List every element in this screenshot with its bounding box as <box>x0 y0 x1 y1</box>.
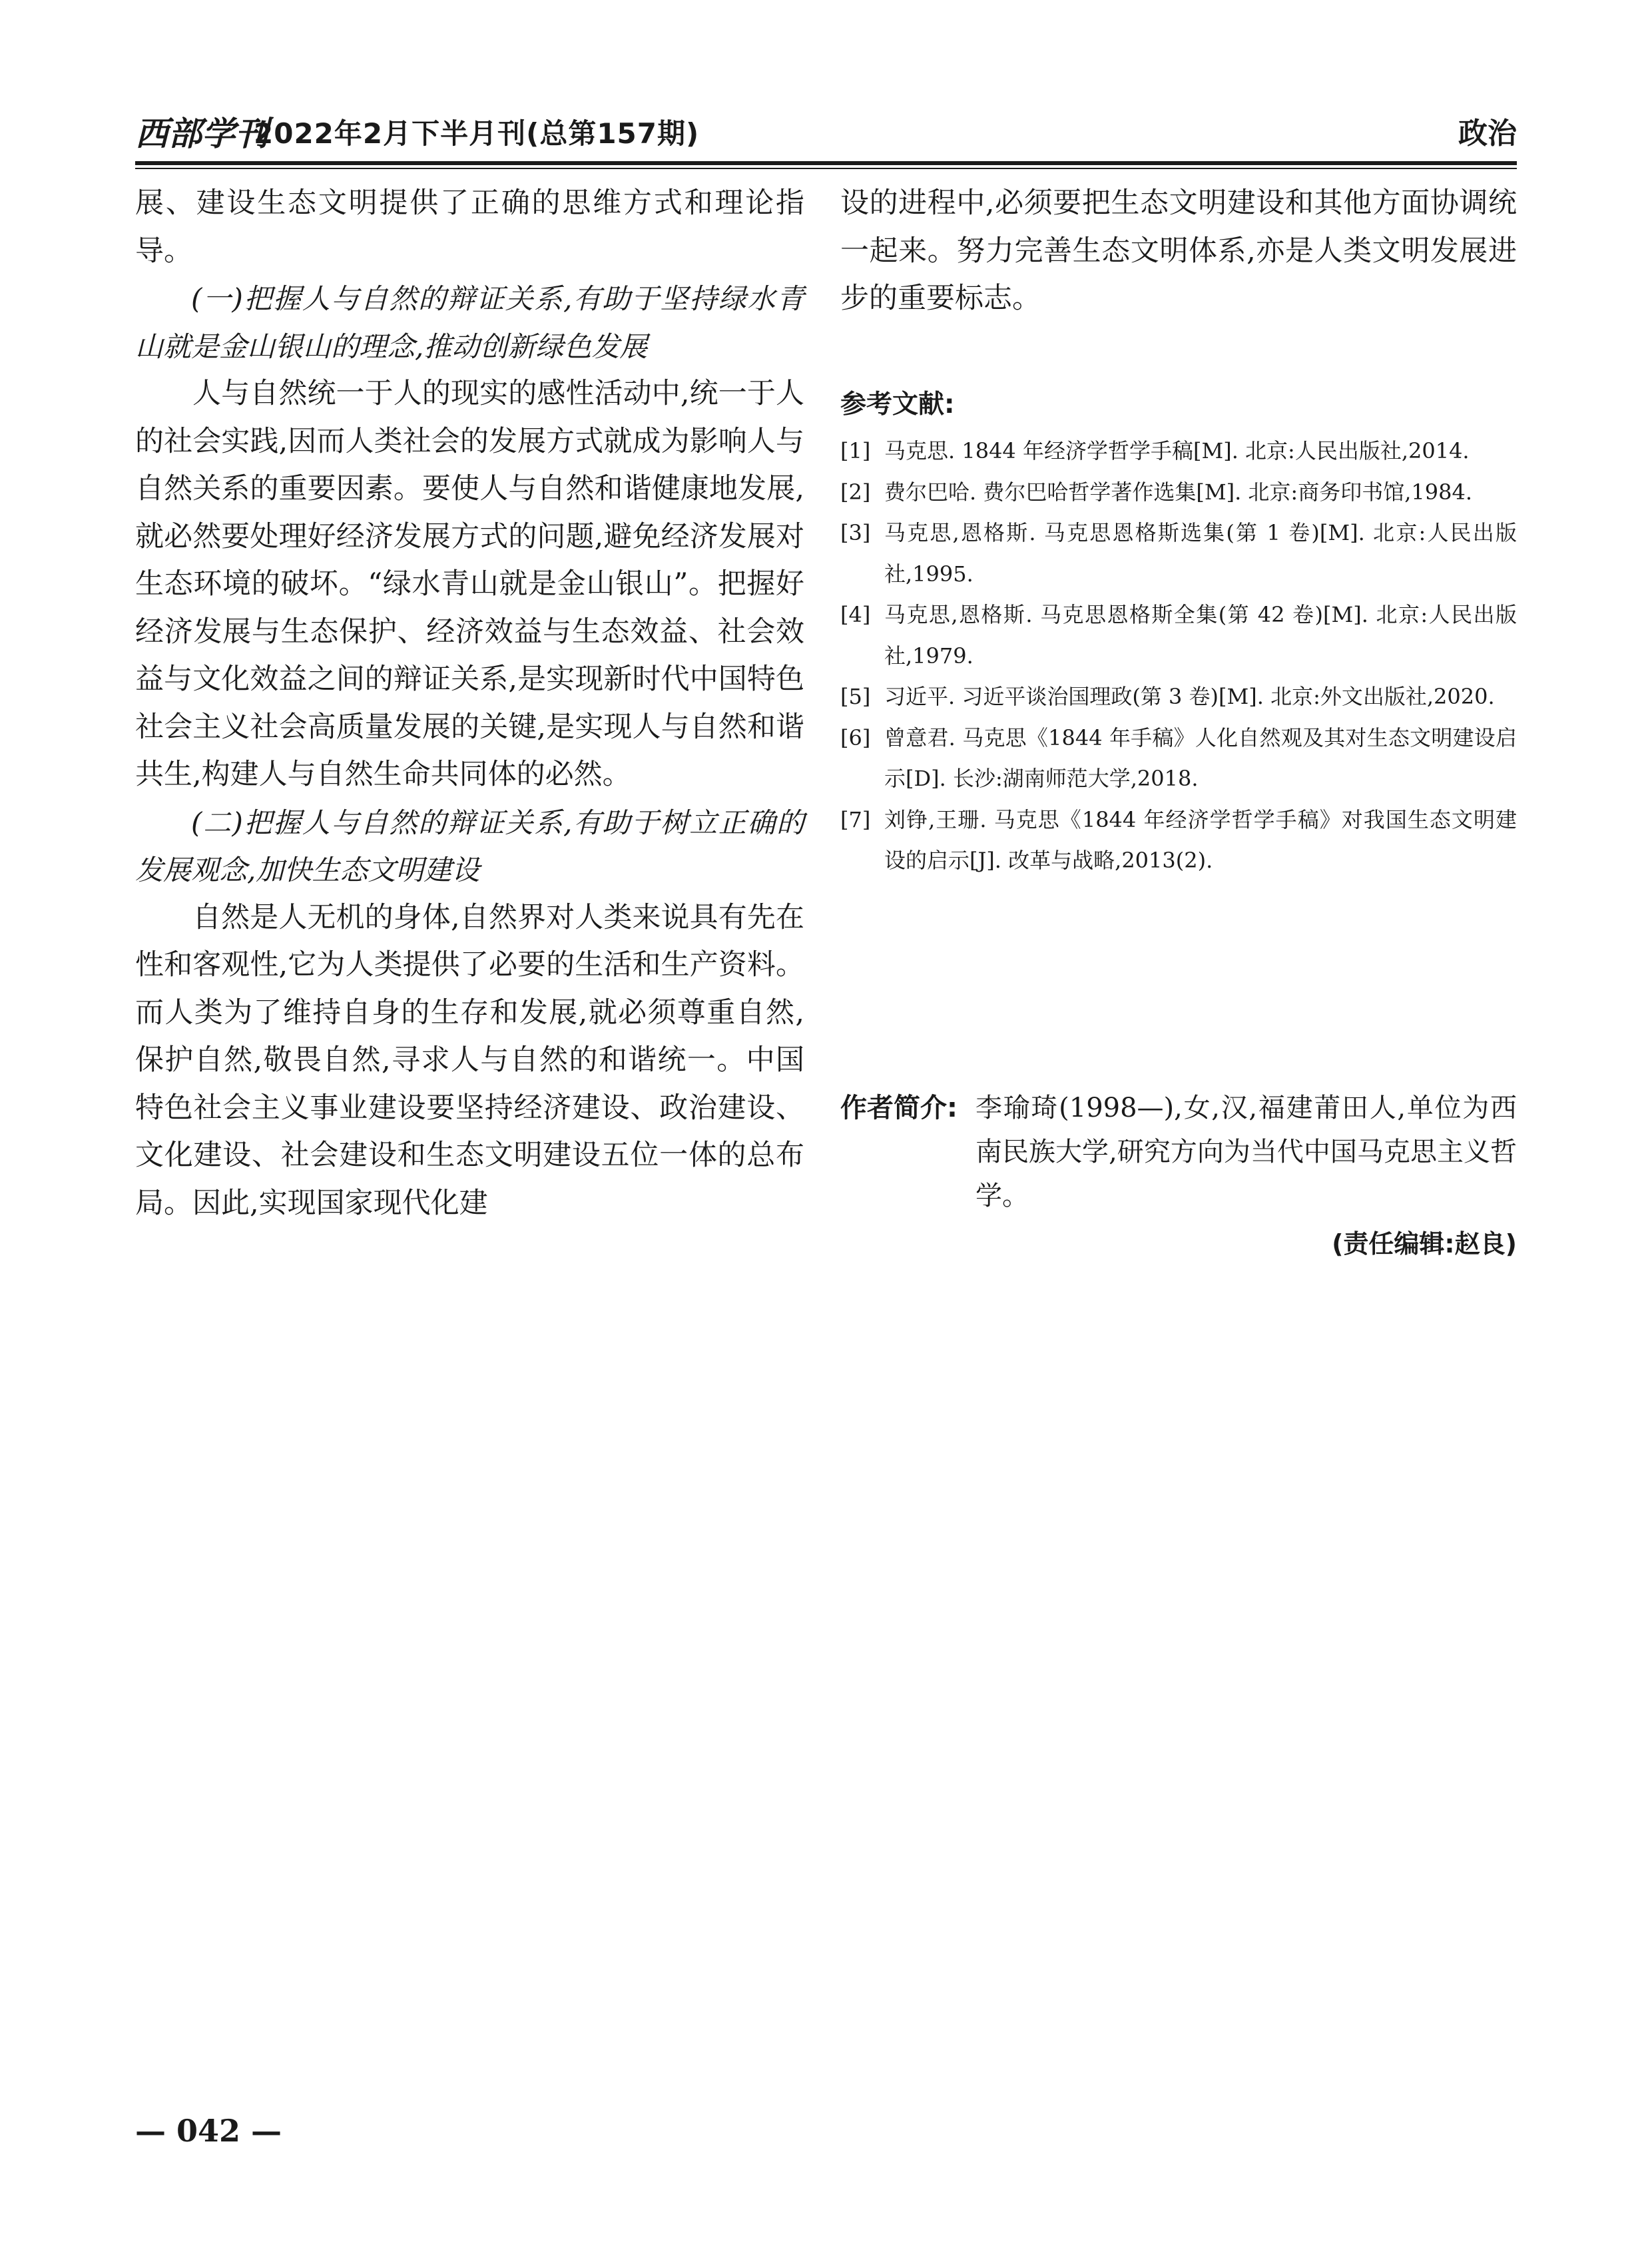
left-column <box>135 180 804 1227</box>
responsible-editor: (责任编辑:赵良) <box>1332 1229 1517 1259</box>
issue-label: 2022年2月下半月刊(总第157期) <box>254 117 700 150</box>
reference-number: [5] <box>840 684 871 709</box>
reference-text: 曾意君. 马克思《1844 年手稿》人化自然观及其对生态文明建设启示[D]. 长沙:湖南师范大学,2018. <box>884 724 1517 791</box>
reference-number: [7] <box>840 806 871 832</box>
header-rule-thin <box>135 168 1517 169</box>
reference-list <box>840 431 1517 882</box>
subsection-heading: (二)把握人与自然的辩证关系,有助于树立正确的发展观念,加快生态文明建设 <box>135 806 804 886</box>
reference-text: 习近平. 习近平谈治国理政(第 3 卷)[M]. 北京:外文出版社,2020. <box>884 684 1495 709</box>
reference-text: 马克思. 1844 年经济学哲学手稿[M]. 北京:人民出版社,2014. <box>884 438 1470 463</box>
reference-number: [3] <box>840 520 871 545</box>
author-bio-text: 李瑜琦(1998—),女,汉,福建莆田人,单位为西南民族大学,研究方向为当代中国马克思主义哲学。 <box>975 1093 1517 1211</box>
reference-text: 刘铮,王珊. 马克思《1844 年经济学哲学手稿》对我国生态文明建设的启示[J]. 改革与战略,2013(2). <box>884 806 1517 873</box>
page-number: — 042 — <box>135 2113 282 2149</box>
body-paragraph: 人与自然统一于人的现实的感性活动中,统一于人的社会实践,因而人类社会的发展方式就成为影响人与自然关系的重要因素。要使人与自然和谐健康地发展,就必然要处理好经济发展方式的问题,避免经济发展对生态环境的破坏。“绿水青山就是金山银山”。把握好经济发展与生态保护、经济效益与生态效益、社会效益与文化效益之间的辩证关系,是实现新时代中国特色社会主义社会高质量发展的关键,是实现人与自然和谐共生,构建人与自然生命共同体的必然。 <box>135 377 804 791</box>
reference-text: 马克思,恩格斯. 马克思恩格斯全集(第 42 卷)[M]. 北京:人民出版社,1979. <box>884 602 1517 669</box>
reference-number: [2] <box>840 479 871 505</box>
running-header <box>135 110 1517 158</box>
body-paragraph: 设的进程中,必须要把生态文明建设和其他方面协调统一起来。努力完善生态文明体系,亦是人类文明发展进步的重要标志。 <box>840 186 1517 315</box>
reference-number: [1] <box>840 438 871 463</box>
reference-item <box>840 595 1517 677</box>
section-label: 政治 <box>1458 117 1517 150</box>
journal-logo: 西部学刊 <box>135 114 268 153</box>
reference-item <box>840 513 1517 595</box>
body-paragraph: 展、建设生态文明提供了正确的思维方式和理论指导。 <box>135 186 804 268</box>
subsection-heading: (一)把握人与自然的辩证关系,有助于坚持绿水青山就是金山银山的理念,推动创新绿色发展 <box>135 282 804 363</box>
reference-number: [6] <box>840 724 871 750</box>
reference-item <box>840 431 1517 472</box>
reference-item <box>840 800 1517 882</box>
reference-item <box>840 677 1517 718</box>
reference-text: 马克思,恩格斯. 马克思恩格斯选集(第 1 卷)[M]. 北京:人民出版社,1995. <box>884 520 1517 587</box>
reference-text: 费尔巴哈. 费尔巴哈哲学著作选集[M]. 北京:商务印书馆,1984. <box>884 479 1472 505</box>
references-title: 参考文献: <box>840 390 955 420</box>
reference-item <box>840 472 1517 513</box>
header-rule-thick <box>135 161 1517 165</box>
right-column <box>840 180 1517 323</box>
reference-number: [4] <box>840 602 871 627</box>
body-paragraph: 自然是人无机的身体,自然界对人类来说具有先在性和客观性,它为人类提供了必要的生活和生产资料。而人类为了维持自身的生存和发展,就必须尊重自然,保护自然,敬畏自然,寻求人与自然的和谐统一。中国特色社会主义事业建设要坚持经济建设、政治建设、文化建设、社会建设和生态文明建设五位一体的总布局。因此,实现国家现代化建 <box>135 900 804 1220</box>
reference-item <box>840 718 1517 800</box>
author-bio-label: 作者简介: <box>840 1093 958 1123</box>
